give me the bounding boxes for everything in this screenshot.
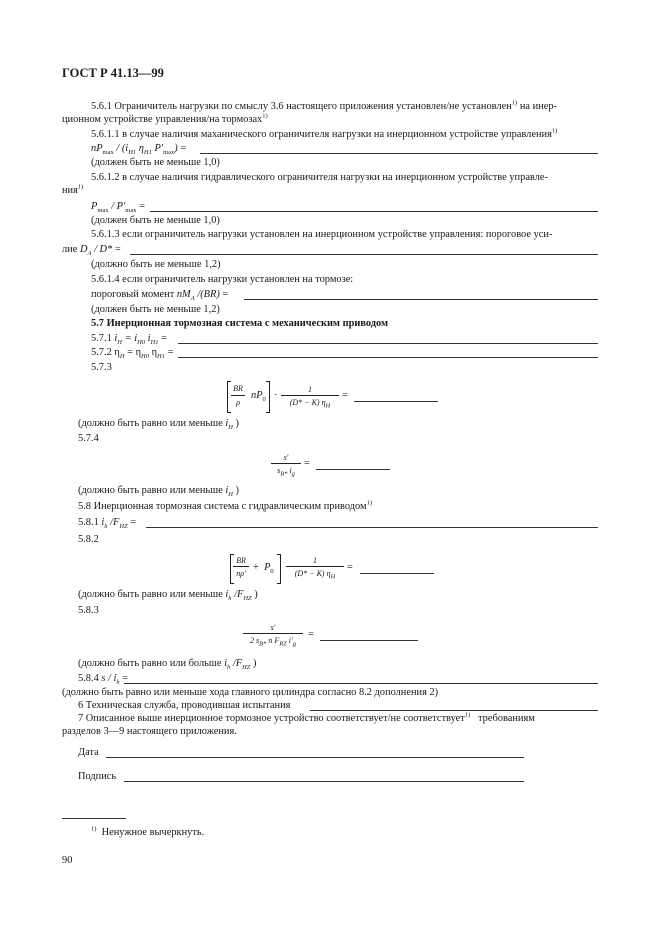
note-5-6-1-4: (должен быть не меньше 1,2) (91, 304, 220, 315)
fraction-bar (271, 463, 301, 464)
fraction-numerator: BR (236, 556, 246, 565)
paragraph-5-7-3: 5.7.3 (91, 362, 112, 373)
fraction-denominator: (D* − K) $\eta_H$ (289, 398, 331, 410)
paragraph-5-8-3: 5.8.3 (78, 605, 99, 616)
date-label: Дата (78, 747, 99, 758)
paragraph-5-8-1: 5.8.1 $i_h$ $/F_{HZ}$ = (78, 517, 137, 531)
fraction-bar (286, 566, 344, 567)
fill-line-5-6-1-4[interactable] (244, 299, 598, 300)
formula-term: + $P_0$ (253, 562, 274, 576)
note-5-6-1-2: (должен быть не меньше 1,0) (91, 215, 220, 226)
equals-sign: = (304, 458, 310, 469)
page-number: 90 (62, 855, 73, 866)
fraction-numerator: BR (233, 384, 243, 393)
paragraph-5-6-1-3-line2: лие $D_A / D*$ = (62, 244, 121, 258)
note-5-6-1-3: (должно быть не меньше 1,2) (91, 259, 221, 270)
fill-line-5-8-3[interactable] (320, 640, 418, 641)
fill-line-5-8-2[interactable] (360, 573, 434, 574)
fill-line-5-6-1-1[interactable] (200, 153, 598, 154)
equals-sign: = (308, 629, 314, 640)
fill-line-5-7-4[interactable] (316, 469, 390, 470)
fill-line-5-6-1-2[interactable] (150, 211, 598, 212)
paragraph-5-6-1-line2: ционном устройстве управления/на тормозах$^{1)}$ (62, 112, 268, 125)
multiply-dot: · (274, 390, 278, 401)
fraction-bar (233, 566, 249, 567)
paragraph-5-7-4: 5.7.4 (78, 433, 99, 444)
paragraph-5-6-1-4-line2: пороговый момент $nM_A$ /(BR) = (91, 289, 229, 303)
paragraph-5-8-2: 5.8.2 (78, 534, 99, 545)
fraction-numerator: s′ (270, 623, 276, 632)
paragraph-7-line2: разделов 3—9 настоящего приложения. (62, 726, 237, 737)
paragraph-5-6-1-3-line1: 5.6.1.3 если ограничитель нагрузки установлен на инерционном устройстве управления: пороговое уси- (91, 229, 553, 240)
paragraph-7-line1: 7 Описанное выше инерционное тормозное устройство соответствует/не соответствует$^{1)}$ требованиям (78, 711, 535, 724)
section-5-8-heading: 5.8 Инерционная тормозная система с гидравлическим приводом$^{1)}$ (78, 499, 373, 512)
signature-field[interactable] (124, 781, 524, 782)
fraction-numerator: 1 (313, 556, 317, 565)
note-5-8-4: (должно быть равно или меньше хода главного цилиндра согласно 8.2 дополнения 2) (62, 687, 439, 698)
note-5-6-1-1: (должен быть не меньше 1,0) (91, 157, 220, 168)
fill-line-5-7-1[interactable] (178, 343, 598, 344)
fraction-bar (231, 395, 245, 396)
footnote-separator (62, 818, 126, 819)
signature-label: Подпись (78, 771, 117, 782)
paragraph-5-6-1-line1: 5.6.1 Ограничитель нагрузки по смыслу 3.6 настоящего приложения установлен/не установлен$^{1)}$ на инер- (91, 99, 557, 112)
note-5-8-2: (должно быть равно или меньше $i_h$ $/F_{HZ}$ ) (78, 589, 258, 603)
note-5-7-3: (должно быть равно или меньше $i_H$ ) (78, 418, 239, 432)
fill-line-6[interactable] (310, 710, 598, 711)
fraction-numerator: 1 (308, 385, 312, 394)
formula-5-6-1-1: $nP_{max} / (i_{H1}$ $\eta_{H1}$ $P'_{max}$) = (91, 143, 187, 157)
paragraph-5-8-4: 5.8.4 s / $i_h$ = (78, 673, 129, 687)
fraction-denominator: $s_{B*}$ $i_g$ (277, 466, 295, 478)
fraction-numerator: s′ (283, 453, 289, 462)
equals-sign: = (347, 562, 353, 573)
note-5-7-4: (должно быть равно или меньше $i_H$ ) (78, 485, 239, 499)
date-field[interactable] (106, 757, 524, 758)
fill-line-5-7-3[interactable] (354, 401, 438, 402)
fraction-bar (243, 633, 303, 634)
paragraph-5-6-1-1: 5.6.1.1 в случае наличия маханического ограничителя нагрузки на инерционном устройстве управления$^{1)}$ (91, 127, 558, 140)
fill-line-5-6-1-3[interactable] (130, 254, 598, 255)
footnote: $^{1)}$ Ненужное вычеркнуть. (91, 825, 205, 838)
fill-line-5-8-1[interactable] (146, 527, 598, 528)
paragraph-5-6-1-2-line2: ния$^{1)}$ (62, 183, 84, 196)
bracket-right (277, 554, 281, 584)
fraction-denominator: ρ (236, 398, 240, 407)
note-5-8-3: (должно быть равно или больше $i_h$ $/F_{HZ}$ ) (78, 658, 257, 672)
fraction-bar (281, 395, 339, 396)
equals-sign: = (342, 390, 348, 401)
section-5-7-heading: 5.7 Инерционная тормозная система с механическим приводом (91, 318, 389, 329)
fraction-denominator: (D* − K) $\eta_H$ (294, 569, 336, 581)
formula-term: $nP_0$ (251, 390, 266, 404)
paragraph-6: 6 Техническая служба, проводившая испытания (78, 700, 291, 711)
fill-line-5-7-2[interactable] (178, 357, 598, 358)
paragraph-5-7-2: 5.7.2 $\eta_H = \eta_{H0}$ $\eta_{H1}$ = (91, 347, 174, 361)
formula-5-6-1-2: $P_{max} / P'_{max}$ = (91, 201, 145, 215)
fraction-denominator: 2 $s_{B*}$ n $F_{RZ}$ $i'_g$ (249, 636, 297, 648)
paragraph-5-7-1: 5.7.1 $i_H = i_{H0}$ $i_{H1}$ = (91, 333, 167, 347)
document-header: ГОСТ Р 41.13—99 (62, 66, 164, 80)
bracket-right (266, 381, 270, 413)
fill-line-5-8-4[interactable] (124, 683, 598, 684)
paragraph-5-6-1-4-line1: 5.6.1.4 если ограничитель нагрузки установлен на тормозе: (91, 274, 354, 285)
fraction-denominator: nρ′ (236, 569, 246, 578)
paragraph-5-6-1-2-line1: 5.6.1.2 в случае наличия гидравлического ограничителя нагрузки на инерционном устройстве управле- (91, 172, 548, 183)
